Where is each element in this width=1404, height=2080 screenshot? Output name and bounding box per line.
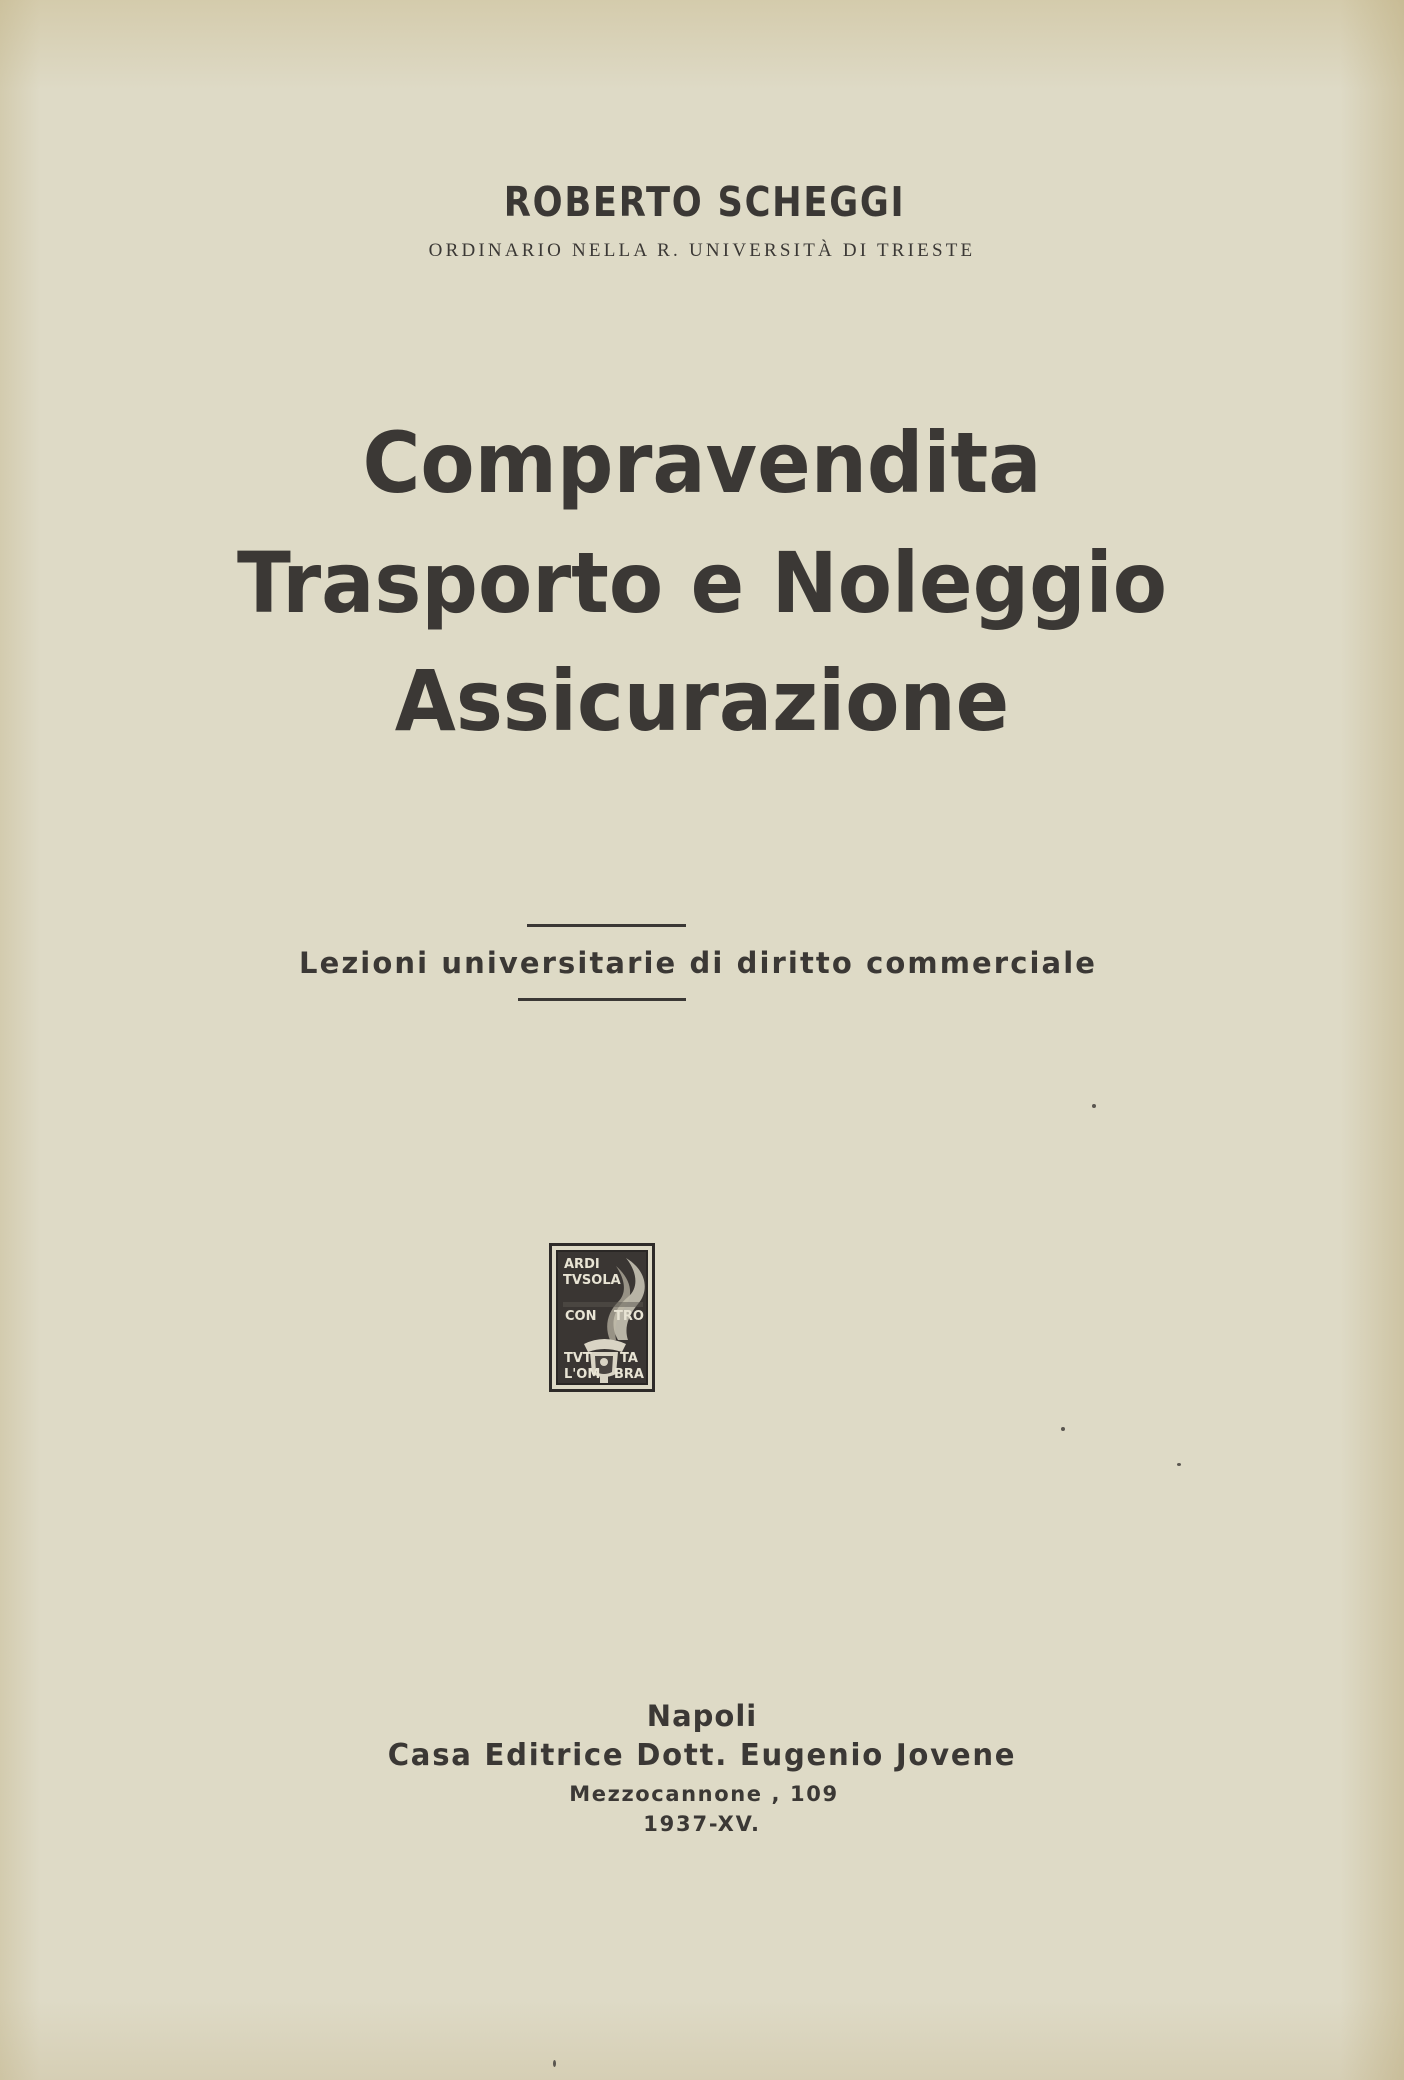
imprint-year: 1937-XV. [643, 1812, 761, 1836]
title-line-2: Trasporto e Noleggio [237, 534, 1167, 632]
emblem-text: TA [620, 1351, 638, 1366]
paper-speck [1061, 1427, 1065, 1431]
emblem-text: L'OM [564, 1367, 601, 1382]
title-line-3: Assicurazione [394, 652, 1010, 750]
imprint-publisher: Casa Editrice Dott. Eugenio Jovene [387, 1738, 1017, 1773]
author-name: ROBERTO SCHEGGI [503, 178, 906, 226]
paper-speck [553, 2060, 556, 2067]
imprint-city: Napoli [646, 1699, 758, 1733]
emblem-text: ARDI [564, 1257, 600, 1272]
emblem-text: BRA [614, 1367, 644, 1382]
publisher-emblem [549, 1243, 655, 1392]
paper-speck [1092, 1104, 1096, 1108]
paper-speck [1177, 1463, 1181, 1466]
emblem-text: TRO [614, 1309, 644, 1324]
author-affiliation: ORDINARIO NELLA R. UNIVERSITÀ DI TRIESTE [428, 240, 976, 261]
torch-emblem-icon [556, 1250, 648, 1385]
series-subtitle: Lezioni universitarie di diritto commerciale [298, 946, 1098, 980]
emblem-text: TVSOLA [563, 1273, 621, 1288]
divider-rule-bottom [518, 998, 686, 1001]
title-line-1: Compravendita [362, 414, 1042, 512]
emblem-text: TVT [564, 1351, 592, 1366]
emblem-text: CON [565, 1309, 597, 1324]
imprint-address: Mezzocannone , 109 [569, 1782, 839, 1806]
divider-rule-top [527, 924, 686, 927]
